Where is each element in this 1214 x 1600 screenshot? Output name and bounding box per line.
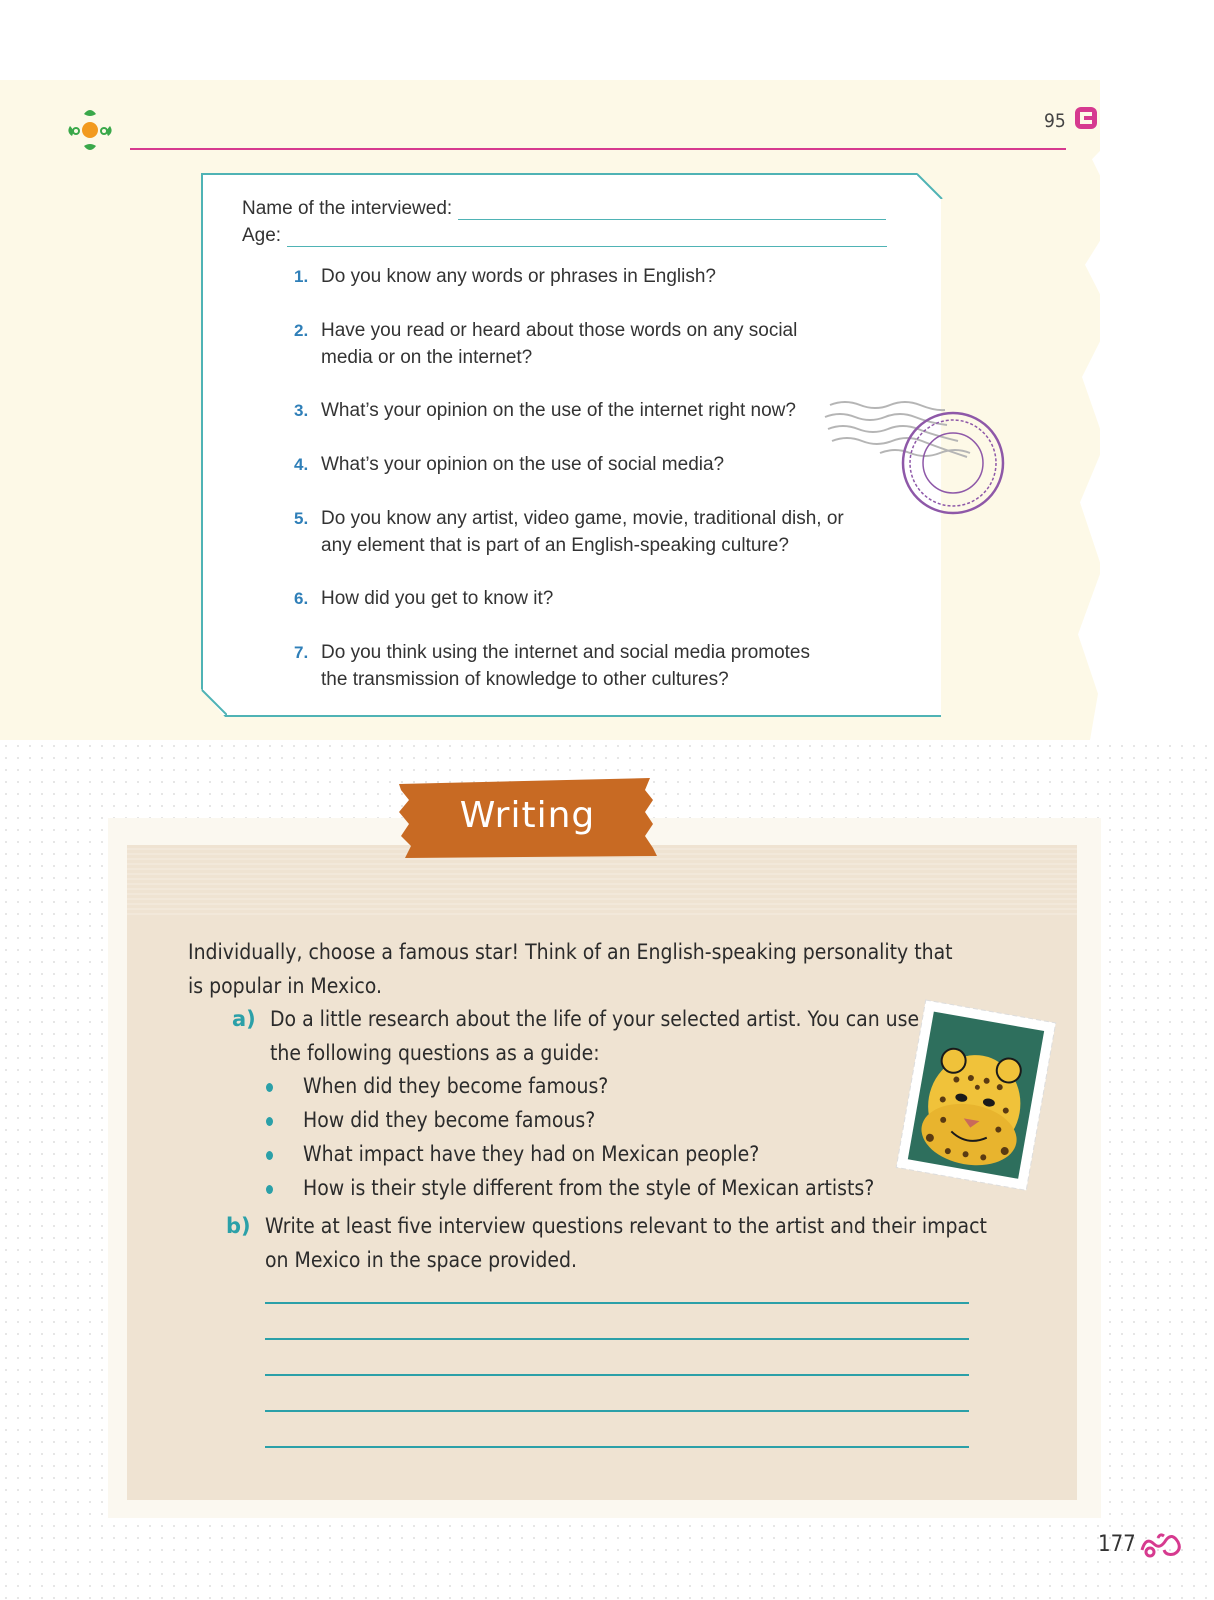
- question-number: 1.: [294, 267, 309, 286]
- top-page-number: 95: [1044, 110, 1066, 132]
- item-b-text: Write at least five interview questions relevant to the artist and their impact: [265, 1214, 987, 1238]
- item-a-marker: a): [232, 1007, 256, 1031]
- name-field: [242, 198, 886, 220]
- answer-line-1[interactable]: [265, 1302, 969, 1304]
- bullet-text: How is their style different from the style of Mexican artists?: [303, 1176, 875, 1200]
- question-number: 7.: [294, 643, 309, 662]
- question-item: [294, 505, 864, 559]
- question-item: [294, 585, 874, 612]
- question-text: Do you know any artist, video game, movie, traditional dish, or any element that is part of an English-speaking culture?: [321, 508, 844, 556]
- question-item: [294, 451, 874, 478]
- bullet-text: When did they become famous?: [303, 1074, 609, 1098]
- question-text: How did you get to know it?: [321, 588, 554, 609]
- question-item: [294, 397, 874, 424]
- bullet-dot: [266, 1185, 273, 1194]
- age-input-line[interactable]: [287, 228, 887, 247]
- item-b-text: on Mexico in the space provided.: [265, 1248, 578, 1272]
- item-a-text: the following questions as a guide:: [270, 1041, 600, 1065]
- answer-line-4[interactable]: [265, 1410, 969, 1412]
- answer-line-5[interactable]: [265, 1446, 969, 1448]
- question-number: 4.: [294, 455, 309, 474]
- question-item: [294, 263, 874, 290]
- bottom-page-number: 177: [1098, 1532, 1136, 1557]
- name-input-line[interactable]: [458, 201, 886, 220]
- intro-text: Individually, choose a famous star! Think of an English-speaking personality that: [188, 940, 953, 964]
- question-text: Do you know any words or phrases in English?: [321, 266, 716, 287]
- question-number: 2.: [294, 321, 309, 340]
- age-field: [242, 225, 887, 247]
- jaguar-stamp-icon: [888, 995, 1063, 1195]
- name-label: Name of the interviewed:: [242, 198, 453, 219]
- bullet-dot: [266, 1117, 273, 1126]
- pink-ornament-icon: [1138, 1530, 1184, 1560]
- question-text: What’s your opinion on the use of social media?: [321, 454, 725, 475]
- question-text: What’s your opinion on the use of the internet right now?: [321, 400, 796, 421]
- bullet-dot: [266, 1151, 273, 1160]
- card-corner: [917, 173, 943, 199]
- answer-line-3[interactable]: [265, 1374, 969, 1376]
- postmark-stamp-icon: [820, 385, 1020, 525]
- card-corner: [201, 690, 227, 716]
- intro-text: is popular in Mexico.: [188, 974, 382, 998]
- question-text: Have you read or heard about those words on any social media or on the internet?: [321, 320, 798, 368]
- question-item: [294, 317, 854, 371]
- question-number: 3.: [294, 401, 309, 420]
- age-label: Age:: [242, 225, 282, 246]
- section-title: Writing: [459, 795, 596, 836]
- flower-logo-icon: [64, 104, 116, 156]
- pink-aztec-glyph-icon: [1072, 104, 1100, 132]
- bullet-text: What impact have they had on Mexican people?: [303, 1142, 760, 1166]
- item-b-marker: b): [226, 1214, 251, 1238]
- item-a-text: Do a little research about the life of your selected artist. You can use: [270, 1007, 920, 1031]
- bullet-dot: [266, 1083, 273, 1092]
- bullet-text: How did they become famous?: [303, 1108, 596, 1132]
- question-number: 6.: [294, 589, 309, 608]
- answer-line-2[interactable]: [265, 1338, 969, 1340]
- header-rule: [130, 148, 1066, 150]
- question-item: [294, 639, 839, 693]
- question-number: 5.: [294, 509, 309, 528]
- question-text: Do you think using the internet and social media promotes the transmission of knowledge to other cultures?: [321, 642, 810, 690]
